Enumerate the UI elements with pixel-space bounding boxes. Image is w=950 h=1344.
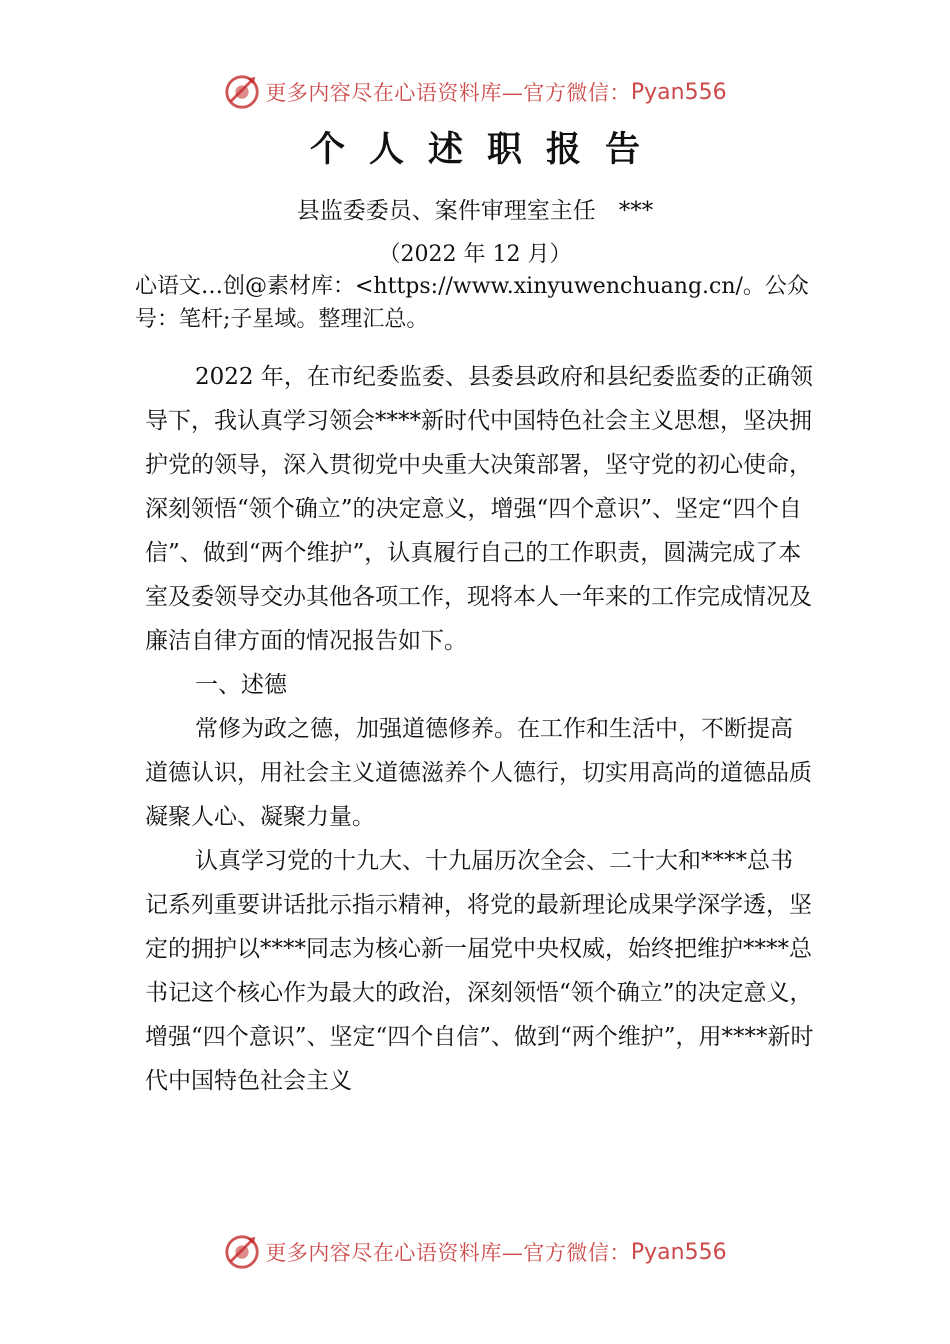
- banner-text: 更多内容尽在心语资料库—官方微信：: [265, 81, 631, 105]
- source-note: 心语文…创@素材库：<https://www.xinyuwenchuang.cn/。公众号：笔杆;子星域。整理汇总。: [135, 274, 809, 332]
- banner-wechat-id: Pyan556: [630, 79, 727, 105]
- logo-icon: [223, 73, 261, 111]
- banner-wechat-id: Pyan556: [630, 1239, 727, 1265]
- banner-text: 更多内容尽在心语资料库—官方微信：: [265, 1241, 631, 1265]
- document-date: （2022 年 12 月）: [378, 242, 572, 267]
- paragraph-morality: 常修为政之德，加强道德修养。在工作和生活中，不断提高道德认识，用社会主义道德滋养个人德行，切实用高尚的道德品质凝聚人心、凝聚力量。: [145, 716, 812, 830]
- watermark-banner-top: [0, 70, 950, 114]
- document-title: 个人述职报告: [309, 129, 664, 170]
- paragraph-study: 认真学习党的十九大、十九届历次全会、二十大和****总书记系列重要讲话批示指示精神，将党的最新理论成果学深学透，坚定的拥护以****同志为核心新一届党中央权威，始终把维护****总书记这个核心作为最大的政治，深刻领悟“领个确立”的决定意义，增强“四个意识”、坚定“四个自信”、做到“两个维护”，用****新时代中国特色社会主义: [145, 848, 814, 1094]
- document-subtitle: 县监委委员、案件审理室主任 ***: [296, 198, 654, 224]
- document-body: [145, 355, 815, 1103]
- section-heading-morality: 一、述德: [195, 672, 287, 698]
- watermark-banner-bottom: [0, 1230, 950, 1274]
- paragraph-intro: 2022 年，在市纪委监委、县委县政府和县纪委监委的正确领导下，我认真学习领会****新时代中国特色社会主义思想，坚决拥护党的领导，深入贯彻党中央重大决策部署，坚守党的初心使命，深刻领悟“领个确立”的决定意义，增强“四个意识”、坚定“四个自信”、做到“两个维护”，认真履行自己的工作职责，圆满完成了本室及委领导交办其他各项工作，现将本人一年来的工作完成情况及廉洁自律方面的情况报告如下。: [145, 364, 813, 654]
- logo-icon: [223, 1233, 261, 1271]
